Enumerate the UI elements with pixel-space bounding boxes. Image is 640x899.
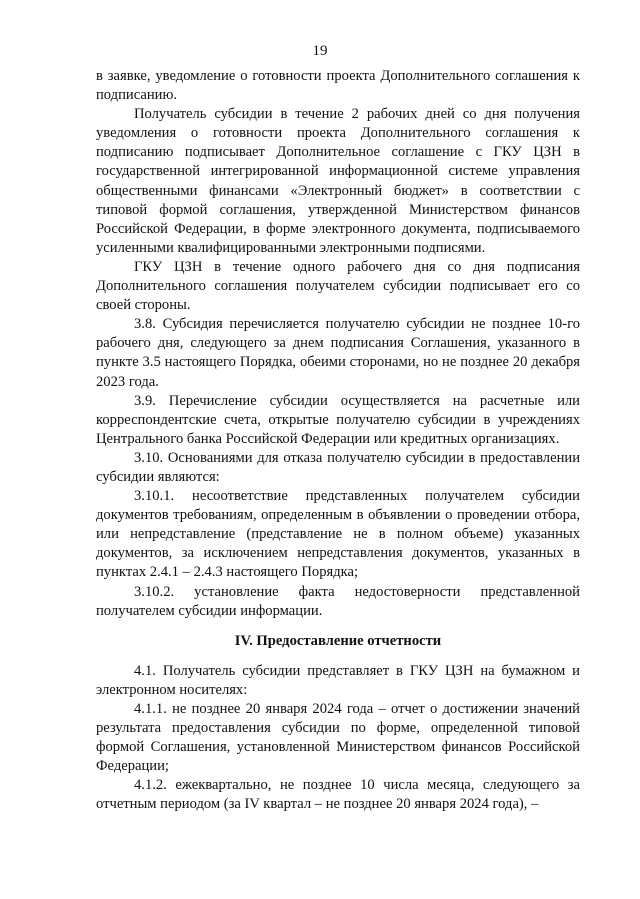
paragraph: 3.10.1. несоответствие представленных получателем субсидии документов требованиям, определенным в объявлении о проведении отбора, или непредставление (представление не в полном объеме) указанных документов, за исключением непредставления документов, указанных в пунктах 2.4.1 – 2.4.3 настоящего Порядка; (96, 488, 580, 581)
section-heading: IV. Предоставление отчетности (234, 632, 442, 649)
paragraph: 3.10. Основаниями для отказа получателю субсидии в предоставлении субсидии являются: (96, 449, 580, 485)
paragraph: в заявке, уведомление о готовности проекта Дополнительного соглашения к подписанию. (96, 68, 580, 104)
paragraph: 3.8. Субсидия перечисляется получателю субсидии не позднее 10-го рабочего дня, следующего за днем подписания Соглашения, указанного в пункте 3.5 настоящего Порядка, обеими сторонами, но не позднее 20 декабря 2023 года. (96, 316, 580, 390)
paragraph: 4.1.1. не позднее 20 января 2024 года – отчет о достижении значений результата предоставления субсидии по форме, определенной типовой формой Соглашения, установленной Министерством финансов Российской Федерации; (96, 701, 580, 775)
paragraph: ГКУ ЦЗН в течение одного рабочего дня со дня подписания Дополнительного соглашения получателем субсидии подписывает его со своей стороны. (96, 258, 580, 314)
paragraphs-before-heading (96, 67, 580, 621)
paragraph: 4.1. Получатель субсидии представляет в ГКУ ЦЗН на бумажном и электронном носителях: (96, 662, 580, 698)
paragraph: 3.9. Перечисление субсидии осуществляется на расчетные или корреспондентские счета, открытые получателю субсидии в учреждениях Центрального банка Российской Федерации или кредитных организациях. (96, 392, 580, 447)
page-number: 19 (312, 43, 328, 59)
paragraph: Получатель субсидии в течение 2 рабочих дней со дня получения уведомления о готовности проекта Дополнительного соглашения к подписанию подписывает Дополнительное соглашение с ГКУ ЦЗН в государственной интегрированной информационной системе управления общественными финансами «Электронный бюджет» в соответствии с типовой формой соглашения, утвержденной Министерством финансов Российской Федерации, в форме электронного документа, подписываемого усиленными квалифицированными электронными подписями. (96, 106, 580, 256)
document-body (96, 67, 580, 815)
paragraph: 3.10.2. установление факта недостоверности представленной получателем субсидии информации. (96, 583, 580, 619)
paragraph: 4.1.2. ежеквартально, не позднее 10 числа месяца, следующего за отчетным периодом (за IV квартал – не позднее 20 января 2024 года), – (96, 777, 580, 813)
paragraphs-after-heading (96, 662, 580, 815)
